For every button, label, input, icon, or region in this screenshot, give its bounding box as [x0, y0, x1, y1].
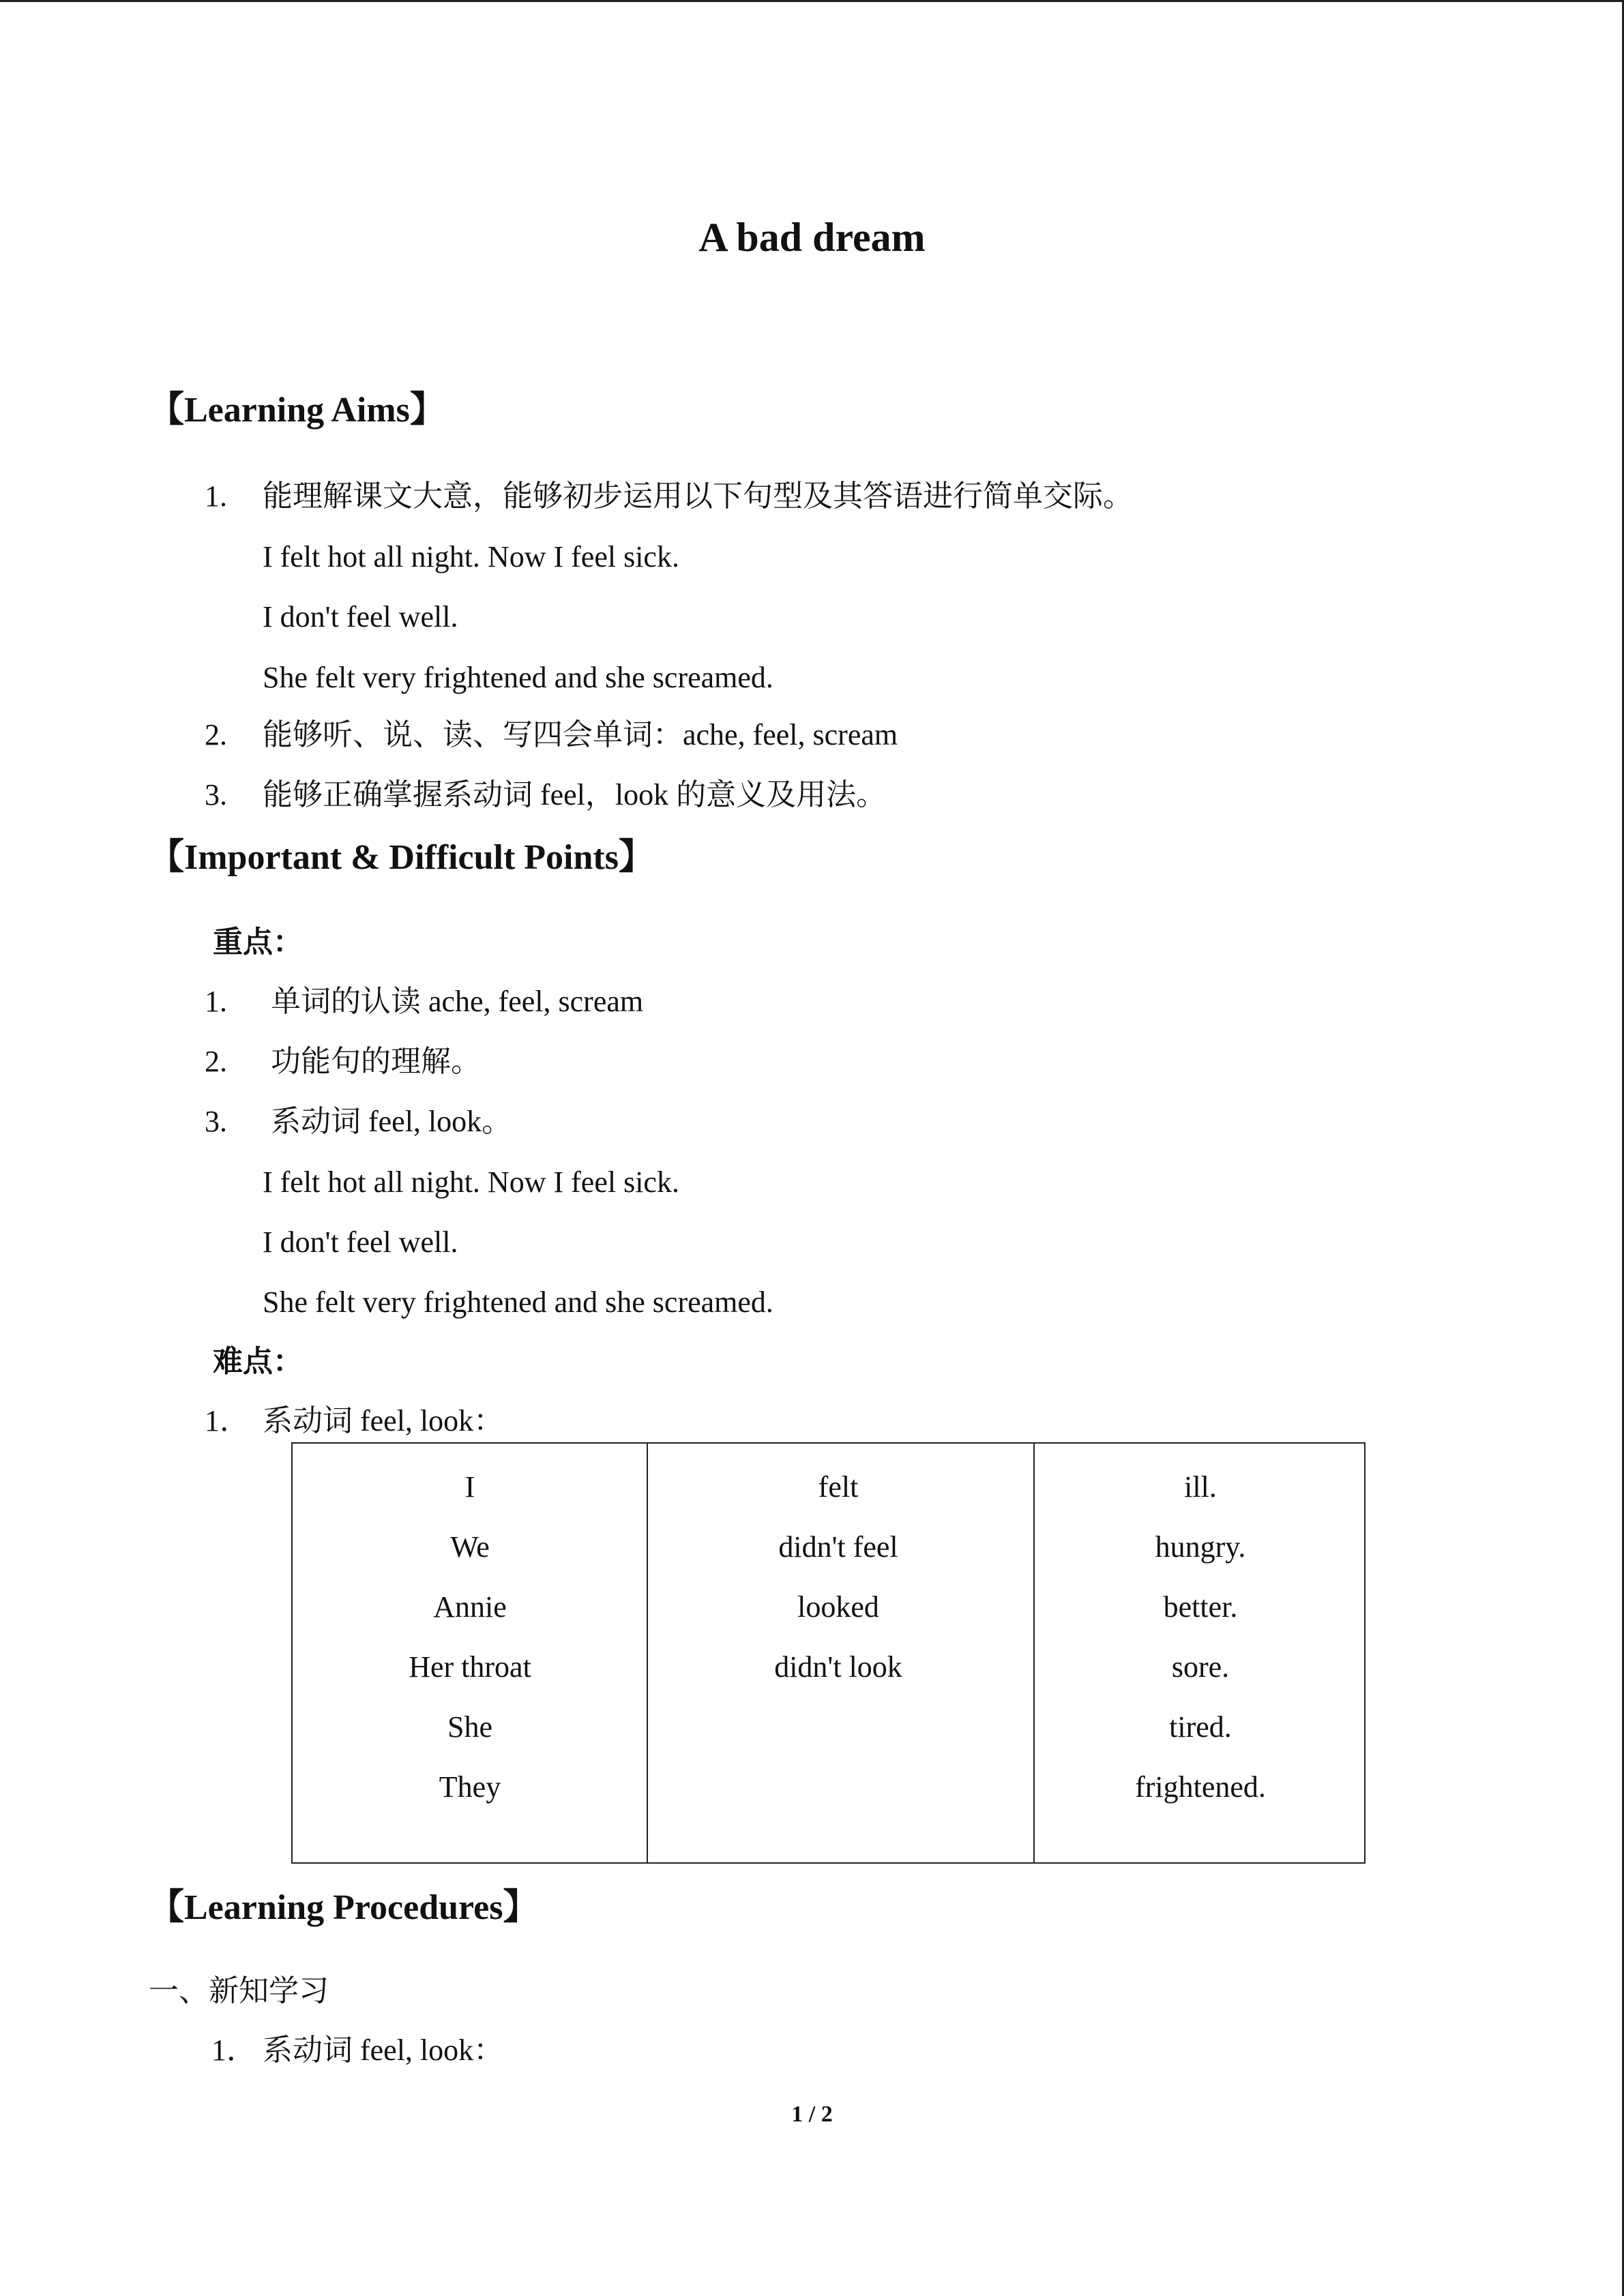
- aim-1-text: 能理解课文大意，能够初步运用以下句型及其答语进行简单交际。: [263, 479, 1133, 513]
- adjective-cell: hungry.: [1155, 1530, 1246, 1564]
- points-heading: 【Important & Difficult Points】: [149, 838, 654, 877]
- key-point-3-text: 系动词 feel, look。: [271, 1105, 512, 1138]
- verb-cell: looked: [797, 1590, 879, 1624]
- key-points-label: 重点：: [213, 925, 303, 959]
- key-point-2-number: 2.: [205, 1045, 227, 1078]
- subject-cell: I: [464, 1470, 475, 1504]
- key-point-1-number: 1.: [205, 985, 227, 1018]
- point-sentence-3: She felt very frightened and she screamed.: [263, 1285, 773, 1319]
- key-point-1-text: 单词的认读 ache, feel, scream: [271, 985, 644, 1018]
- difficult-point-1-number: 1．: [205, 1404, 250, 1437]
- key-point-2-text: 功能句的理解。: [271, 1045, 481, 1078]
- difficult-points-label: 难点：: [213, 1345, 303, 1378]
- point-sentence-1: I felt hot all night. Now I feel sick.: [263, 1165, 679, 1199]
- aim-sentence-1: I felt hot all night. Now I feel sick.: [263, 540, 679, 573]
- difficult-point-1-text: 系动词 feel, look：: [263, 1404, 504, 1437]
- adjective-cell: sore.: [1171, 1650, 1230, 1684]
- subject-cell: We: [450, 1530, 490, 1564]
- verb-cell: didn't look: [774, 1650, 902, 1684]
- aim-3-text: 能够正确掌握系动词 feel，look 的意义及用法。: [263, 778, 887, 811]
- subject-cell: Annie: [433, 1590, 507, 1624]
- subject-cell: Her throat: [409, 1650, 531, 1684]
- procedure-1-text: 系动词 feel, look：: [263, 2033, 504, 2067]
- procedure-1-number: 1．: [211, 2033, 256, 2067]
- procedures-heading: 【Learning Procedures】: [149, 1888, 539, 1927]
- adjective-cell: frightened.: [1135, 1770, 1266, 1804]
- learning-aims-heading: 【Learning Aims】: [149, 391, 445, 430]
- verb-cell: felt: [818, 1470, 859, 1504]
- verb-cell: didn't feel: [778, 1530, 898, 1564]
- adjective-cell: ill.: [1184, 1470, 1217, 1504]
- aim-2-text: 能够听、说、读、写四会单词：ache, feel, scream: [263, 718, 898, 751]
- adjective-cell: better.: [1163, 1590, 1238, 1624]
- aim-1-number: 1.: [205, 479, 227, 513]
- aim-sentence-2: I don't feel well.: [263, 600, 458, 633]
- top-border: [0, 0, 1624, 2]
- procedures-subheading: 一、新知学习: [149, 1974, 329, 2008]
- key-point-3-number: 3.: [205, 1105, 227, 1138]
- aim-sentence-3: She felt very frightened and she screamed.: [263, 661, 773, 694]
- sentence-table: [291, 1442, 1365, 1864]
- adjective-cell: tired.: [1169, 1710, 1232, 1744]
- page-title: A bad dream: [698, 215, 926, 260]
- subject-cell: She: [447, 1710, 492, 1744]
- subject-cell: They: [439, 1770, 501, 1804]
- point-sentence-2: I don't feel well.: [263, 1225, 458, 1259]
- aim-3-number: 3.: [205, 778, 227, 811]
- aim-2-number: 2.: [205, 718, 227, 751]
- page-number: 1 / 2: [791, 2102, 833, 2127]
